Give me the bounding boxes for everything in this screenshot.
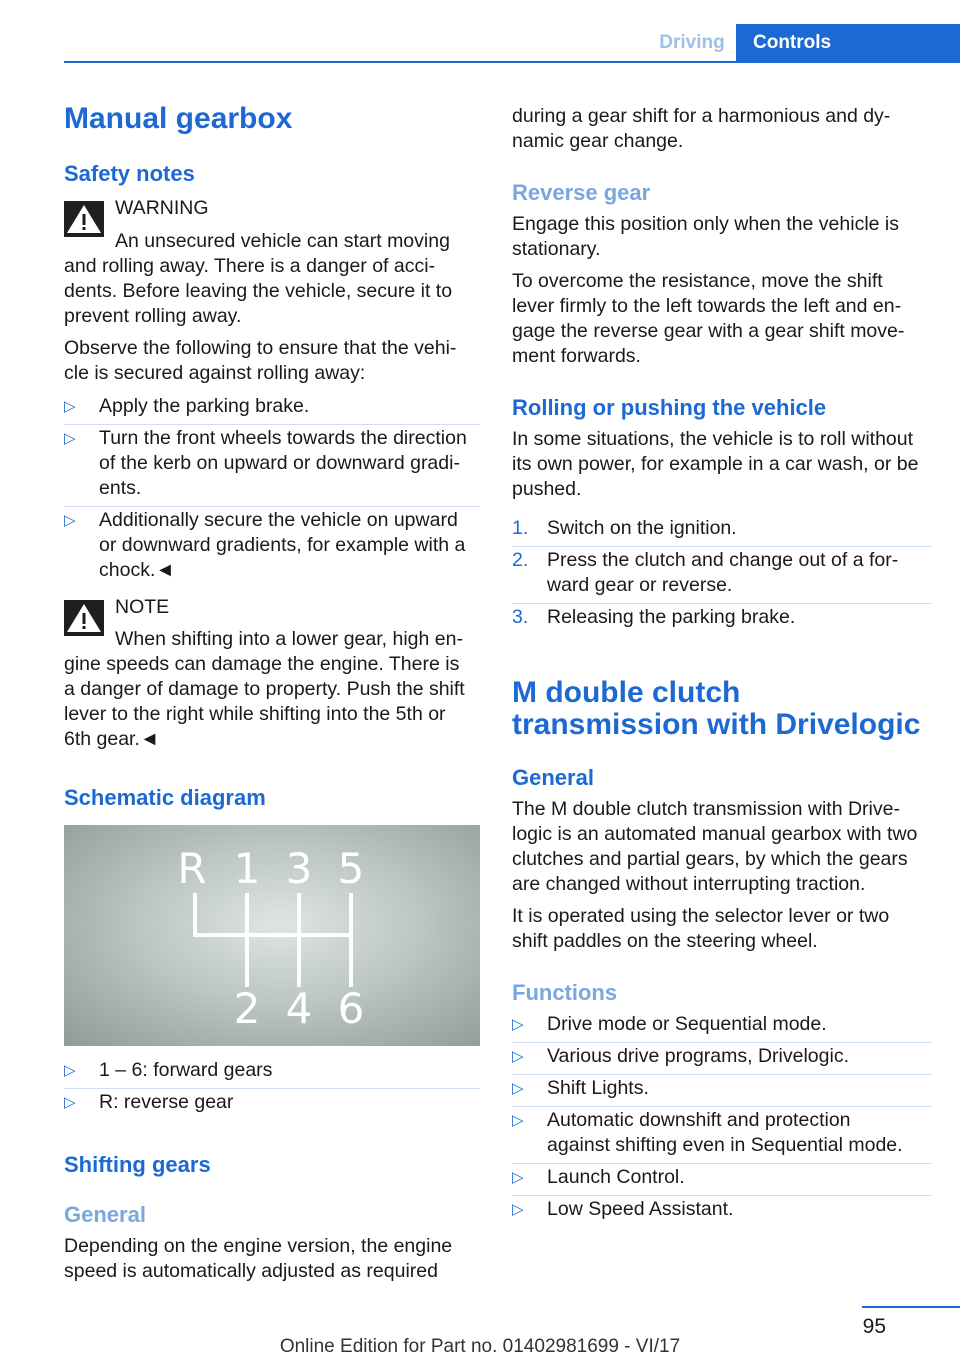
triangle-bullet-icon: ▷: [512, 1016, 524, 1033]
mdct-general-heading: General: [512, 765, 594, 790]
list-item: ▷ 1 – 6: forward gears: [64, 1058, 480, 1084]
reverse-text-line: To overcome the resistance, move the shift: [512, 270, 883, 292]
gear-label-4: 4: [285, 984, 313, 1033]
warning-text-line: prevent rolling away.: [64, 305, 242, 327]
reverse-text-line: lever firmly to the left towards the left and en-: [512, 295, 902, 317]
list-divider: [64, 424, 480, 425]
mdct-title-line: transmission with Drivelogic: [512, 708, 921, 741]
numbered-step: 2. Press the clutch and change out of a for-: [512, 549, 899, 571]
list-divider: [64, 1088, 480, 1089]
triangle-bullet-icon: ▷: [64, 398, 76, 415]
warning-label: WARNING: [115, 197, 209, 219]
list-item: ▷ Automatic downshift and protection: [512, 1108, 932, 1134]
triangle-bullet-icon: ▷: [512, 1112, 524, 1129]
list-divider: [512, 1042, 932, 1043]
safety-notes-heading: Safety notes: [64, 161, 195, 186]
rolling-heading: Rolling or pushing the vehicle: [512, 395, 827, 420]
note-text-line: gine speeds can damage the engine. There is: [64, 653, 460, 675]
page-title: Manual gearbox: [64, 102, 293, 135]
list-divider: [512, 1074, 932, 1075]
note-text-line: lever to the right while shifting into the 5th or: [64, 703, 446, 725]
mdct-general-text-line: It is operated using the selector lever or two: [512, 905, 890, 927]
header-section-controls: Controls: [736, 24, 960, 61]
list-divider: [512, 1195, 932, 1196]
functions-heading: Functions: [512, 980, 618, 1005]
continued-text-line: namic gear change.: [512, 130, 684, 152]
list-divider: [512, 1106, 932, 1107]
general-text-line: Depending on the engine version, the engine: [64, 1235, 453, 1257]
reverse-text-line: gage the reverse gear with a gear shift move-: [512, 320, 905, 342]
list-divider: [512, 1163, 932, 1164]
triangle-bullet-icon: ▷: [64, 430, 76, 447]
triangle-bullet-icon: ▷: [64, 512, 76, 529]
list-item: ▷ R: reverse gear: [64, 1090, 480, 1116]
warning-text-line: An unsecured vehicle can start moving: [115, 230, 450, 252]
triangle-bullet-icon: ▷: [512, 1169, 524, 1186]
warning-text-line: dents. Before leaving the vehicle, secure it to: [64, 280, 453, 302]
list-divider: [512, 546, 932, 547]
continued-text-line: during a gear shift for a harmonious and dy-: [512, 105, 891, 127]
mdct-general-text-line: The M double clutch transmission with Drive-: [512, 798, 900, 820]
reverse-text-line: stationary.: [512, 238, 601, 260]
shifting-gears-heading: Shifting gears: [64, 1152, 211, 1177]
mdct-general-text-line: clutches and partial gears, by which the gears: [512, 848, 908, 870]
note-label: NOTE: [115, 596, 170, 618]
gear-label-5: 5: [337, 844, 365, 893]
gear-label-r: R: [177, 844, 207, 893]
observe-text: cle is secured against rolling away:: [64, 362, 366, 384]
mdct-general-text-line: shift paddles on the steering wheel.: [512, 930, 818, 952]
rolling-text-line: In some situations, the vehicle is to roll without: [512, 428, 914, 450]
numbered-step: 1. Switch on the ignition.: [512, 517, 737, 539]
triangle-bullet-icon: ▷: [64, 1062, 76, 1079]
list-item: ▷ Various drive programs, Drivelogic.: [512, 1044, 932, 1070]
header-section-driving: Driving: [659, 32, 725, 53]
reverse-text-line: Engage this position only when the vehicle is: [512, 213, 899, 235]
gear-label-1: 1: [233, 844, 261, 893]
list-item: ▷ Turn the front wheels towards the direction: [64, 426, 480, 452]
gear-shift-diagram: [64, 825, 480, 1046]
rolling-text-line: pushed.: [512, 478, 582, 500]
gear-label-3: 3: [285, 844, 313, 893]
list-item: ▷ Low Speed Assistant.: [512, 1197, 932, 1223]
warning-icon: [64, 201, 104, 237]
observe-text: Observe the following to ensure that the vehi-: [64, 337, 457, 359]
mdct-title-line: M double clutch: [512, 676, 741, 709]
mdct-general-text-line: logic is an automated manual gearbox with two: [512, 823, 918, 845]
general-text-line: speed is automatically adjusted as required: [64, 1260, 438, 1282]
list-item-line: chock.◄: [99, 559, 175, 581]
note-icon: [64, 600, 104, 636]
list-item-line: against shifting even in Sequential mode.: [547, 1134, 903, 1156]
warning-text-line: and rolling away. There is a danger of acci-: [64, 255, 436, 277]
schematic-heading: Schematic diagram: [64, 785, 266, 810]
gear-label-6: 6: [337, 984, 365, 1033]
header-rule: [64, 61, 960, 63]
list-item-line: or downward gradients, for example with a: [99, 534, 466, 556]
list-item: ▷ Shift Lights.: [512, 1076, 932, 1102]
general-heading: General: [64, 1202, 146, 1227]
list-divider: [64, 506, 480, 507]
note-text-line: 6th gear.◄: [64, 728, 160, 750]
list-divider: [512, 603, 932, 604]
page-number: 95: [862, 1315, 886, 1338]
triangle-bullet-icon: ▷: [512, 1048, 524, 1065]
reverse-gear-heading: Reverse gear: [512, 180, 651, 205]
numbered-step-line: ward gear or reverse.: [547, 574, 733, 596]
list-item-line: ents.: [99, 477, 142, 499]
list-item: ▷ Launch Control.: [512, 1165, 932, 1191]
note-text-line: a danger of damage to property. Push the shift: [64, 678, 465, 700]
note-text-line: When shifting into a lower gear, high en-: [115, 628, 463, 650]
list-item: ▷ Apply the parking brake.: [64, 394, 480, 420]
rolling-text-line: its own power, for example in a car wash, or be: [512, 453, 919, 475]
reverse-text-line: ment forwards.: [512, 345, 641, 367]
numbered-step: 3. Releasing the parking brake.: [512, 606, 796, 628]
footer-rule: [862, 1306, 960, 1308]
triangle-bullet-icon: ▷: [512, 1201, 524, 1218]
list-item: ▷ Drive mode or Sequential mode.: [512, 1012, 932, 1038]
triangle-bullet-icon: ▷: [64, 1094, 76, 1111]
mdct-general-text-line: are changed without interrupting traction.: [512, 873, 866, 895]
gear-label-2: 2: [233, 984, 261, 1033]
list-item: ▷ Additionally secure the vehicle on upward: [64, 508, 480, 534]
list-item-line: of the kerb on upward or downward gradi-: [99, 452, 460, 474]
triangle-bullet-icon: ▷: [512, 1080, 524, 1097]
edition-footer: Online Edition for Part no. 01402981699 - VI/17: [279, 1336, 681, 1357]
